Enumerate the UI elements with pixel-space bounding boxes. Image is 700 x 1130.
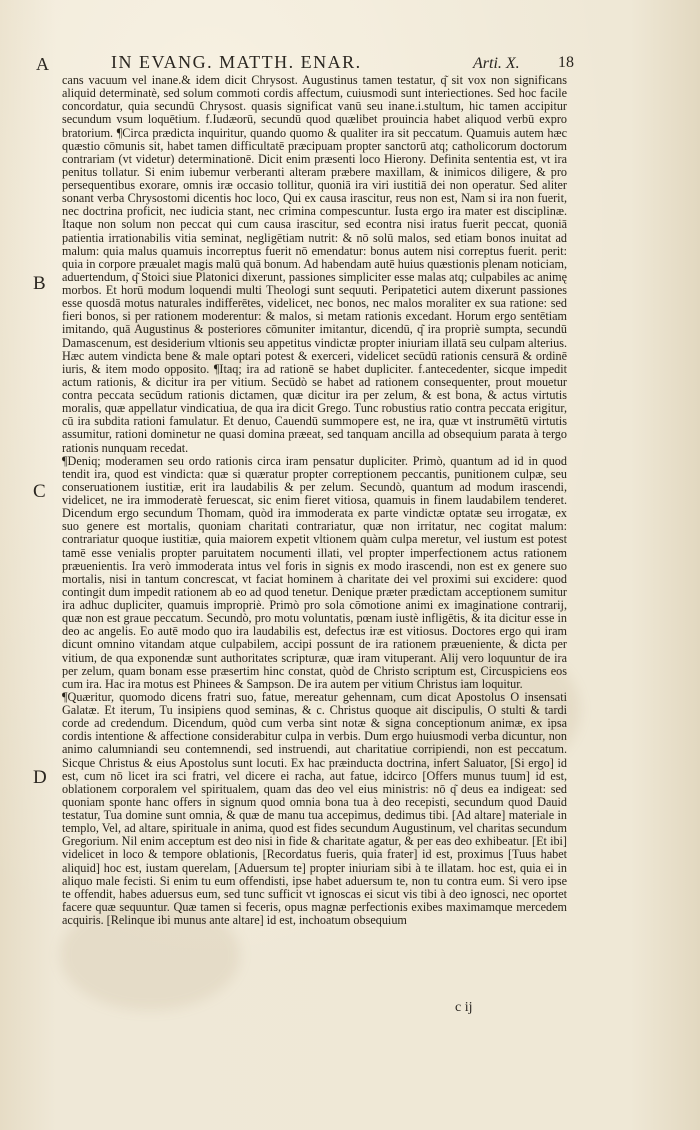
margin-letter-c: C [33,481,46,502]
page-number: 18 [558,54,574,71]
paragraph: cans vacuum vel inane.& idem dicit Chrysost. Augustinus tamen testatur, q͂ sit vox non significans aliquid determinatè, sed solum commoti cordis affectum, cuiusmodi sunt interiectiones. Sed hoc facile concordatur, quia secundū Chrysost. quasis significat vanū seu inane.i.stultum, hic tamen accipitur secundum vsum loquētium. f.Iudæorū, secundū quod quælibet prouincia habet aliquod verbū expro bratorium. ¶Circa prædicta inquiritur, quando quomo & qualiter ira sit peccatum. Quamuis autem hæc quæstio cōmunis sit, habet tamen difficultatē præcipuam propter sanctorū atq; catholicorum doctorum contrariam (vt videtur) determinationē. Dicit enim præsenti loco Hierony. Definita sententia est, vt ira penitus tollatur. Si enim iubemur verberanti alteram præbere maxillam, & inimicos diligere, & pro persequentibus exorare, omnis iræ occasio tollitur, quoniā ira viri iustitiā dei non operatur. Sed aliter sonant verba Chrysostomi dicentis hoc loco, Qui ex causa irascitur, reus non est, Nam si ira non fuerit, nec doctrina proficit, nec iudicia stant, nec crimina compescuntur. Iusta ergo ira mater est disciplinæ. Itaque non solum non peccat qui cum causa irascitur, sed econtra nisi iratus fuerit peccat, quoniā patientia irrationabilis vitia seminat, negligētiam nutrit: & nō solū malos, sed etiam bonos inuitat ad malum: quia malus quamuis incorreptus fuerit nō emendatur: bonus autem nisi correptus fuerit. perit: quia in corpore præualet magis malū quā bonum. Ad habendam autē huius quæstionis plenam noticiam, aduertendum, q͂ Stoici siue Platonici dixerunt, passiones simpliciter esse malas atq; culpabiles ac animę morbos. Et horū modum loquendi multi Theologi sunt sequuti. Peripatetici autem dixerunt passiones esse quosdā motus naturales indifferētes, videlicet, nec bonos, nec malos moraliter ex sua ratione: sed fieri bonos, si per rationem moderentur: & malos, si metam rationis excedant. Horum ergo sentētiam imitando, quā Augustinus & posteriores cōmuniter imitantur, dicendū, q͂ ira propriè sumpta, secundū Damascenum, est desiderium vltionis seu appetitus vindictæ propter iniuriam illatā seu culpam alterius. Hæc autem vindicta bene & male optari potest & exerceri, videlicet secūdū rationis censurā & ordinē iuris, & item modo opposito. ¶Itaq; ira ad rationē se habet dupliciter. f.antecedenter, sicque impedit actum rationis, & dicitur ira per vitium. Secūdò se habet ad rationem consequenter, prout mouetur contra peccata secūdum rationis dictamen, quæ dicitur ira per zelum, & est bona, & actus virtutis moralis, quæ appellatur vindicatiua, de qua ira dicit Grego. Tunc robustius ratio contra peccata erigitur, cū ira subdita rationi famulatur. Et denuo, Cauendū summopere est, ne ira, quæ vt instrumētū virtutis assumitur, rationi dominetur ne quasi domina præeat, sed tanquam ancilla ad obsequium parata à tergo rationis nunquam recedat. [62,73,568,455]
margin-letter-b: B [33,273,46,294]
paragraph: ¶Deniq; moderamen seu ordo rationis circa iram pensatur dupliciter. Primò, quantum ad id in quod tendit ira, quod est vindicta: quæ si quæratur propter correptionem peccantis, punitionem culpæ, seu conseruationem iustitiæ, erit ira laudabilis & per zelum. Secundò, quantum ad modum irascendi, videlicet, ne ira immoderatè feruescat, sic enim fieret vitiosa, quamuis in finem laudabilem tenderet. Dicendum ergo secundum Thomam, quòd ira immoderata ex parte vindictæ optatæ seu irrogatæ, ex suo genere est mortalis, quoniam charitati contrariatur, quæ non irritatur, nec cogitat malum: contrariatur quoque iustitiæ, quia maiorem expetit vltionem quàm culpa meretur, vel iustum est potest tamē esse venialis propter paruitatem nocumenti illati, vel propter imperfectionem actus rationem præuenientis. Ira verò immoderata intus vel foris in signis ex modo irascendi, non est ex genere suo mortalis, nisi in tantum concrescat, vt faciat hominem à charitate dei vel proximi sui excidere: quod contingit dum impedit rationem ab eo ad quod tenetur. Denique præter prædictam acceptionem sumitur ira adhuc dupliciter, quamuis impropriè. Primò pro sola cōmotione animi ex imaginatione contrarij, quæ non est graue peccatum. Secundò, pro motu voluntatis, pœnam iustè infligētis, & ita dicitur esse in deo ac angelis. Eo autē modo quo ira laudabilis est, defectus iræ est vitiosus. Doctores ergo qui iram dicunt omnino vitandam atque culpabilem, accipi possunt de ira rationem præueniente, & dicta per vitium, de qua exponendæ sunt authoritates scripturæ, quæ iram vituperant. Alij vero loquuntur de ira per zelum, quam bonam esse præsertim hinc constat, quòd de Christo scriptum est, Circuspiciens eos cum ira. Hac ira motus est Phinees & Sampson. De ira autem per vitium Christus iam loquitur. [62,453,567,691]
commentary-text [62,74,567,927]
margin-letter-d: D [33,767,47,788]
paragraph: ¶Quæritur, quomodo dicens fratri suo, fatue, mereatur gehennam, cum dicat Apostolus O insensati Galatæ. Et iterum, Tu insipiens quod seminas, & c. Christus quoque ait discipulis, O stulti & tardi corde ad credendum. Dicendum, quòd cum verba sint notæ & signa conceptionum animæ, ex ipsa cordis intentione & affectione considerabitur culpa in verbis. Dum ergo huiusmodi verba dicuntur, non animo calumniandi seu contemnendi, sed instruendi, aut charitatiue corripiendi, non est peccatum. Sicque Christus & eius Apostolus sunt locuti. Ex hac præinducta doctrina, infert Saluator, [Si ergo] id est, cum nō licet ira sci fratri, vel dicere ei racha, aut fatue, idcirco [Offers munus tuum] id est, oblationem corporalem vel spiritualem, quam das deo vel eius ministris: nō q͂ deus ea indigeat: sed quoniam sponte hanc offers in signum quod omnia bona tua à deo recepisti, secundum quod Dauid testatur, Tua domine sunt omnia, & quæ de manu tua accepimus, dedimus tibi. [Ad altare] materiale in templo, Vel, ad altare, spirituale in anima, quod est fides secundum Augustinum, vel charitas secundum Gregorium. Nil enim acceptum est deo nisi in fide & charitate agatur, & per eas deo exhibeatur. [Et ibi] videlicet in loco & tempore oblationis, [Recordatus fueris, quia frater] id est, proximus [Tuus habet aliquid] hoc est, iustam querelam, [Aduersum te] propter iniuriam sibi à te illatam. hoc est, quia ei in aliquo male fecisti. Si enim tu eum offendisti, ipse habet aduersum te, non tu contra eum. Si vero ipse te offendit, habes aduersus eum, sed tunc sufficit vt ignoscas ei sicut vis tibi à deo ignosci, nec oportet facere quæ sequuntur. Quæ tamen si feceris, opus magnæ perfectionis exibes maximamque mercedem acquiris. [Relinque ibi munus ante altare] id est, inchoatum obsequium [62,689,567,927]
signature-mark: c ij [455,1000,473,1015]
running-title: IN EVANG. MATTH. ENAR. [111,52,362,72]
article-label: Arti. X. [473,55,520,72]
section-letter: A [36,54,49,74]
